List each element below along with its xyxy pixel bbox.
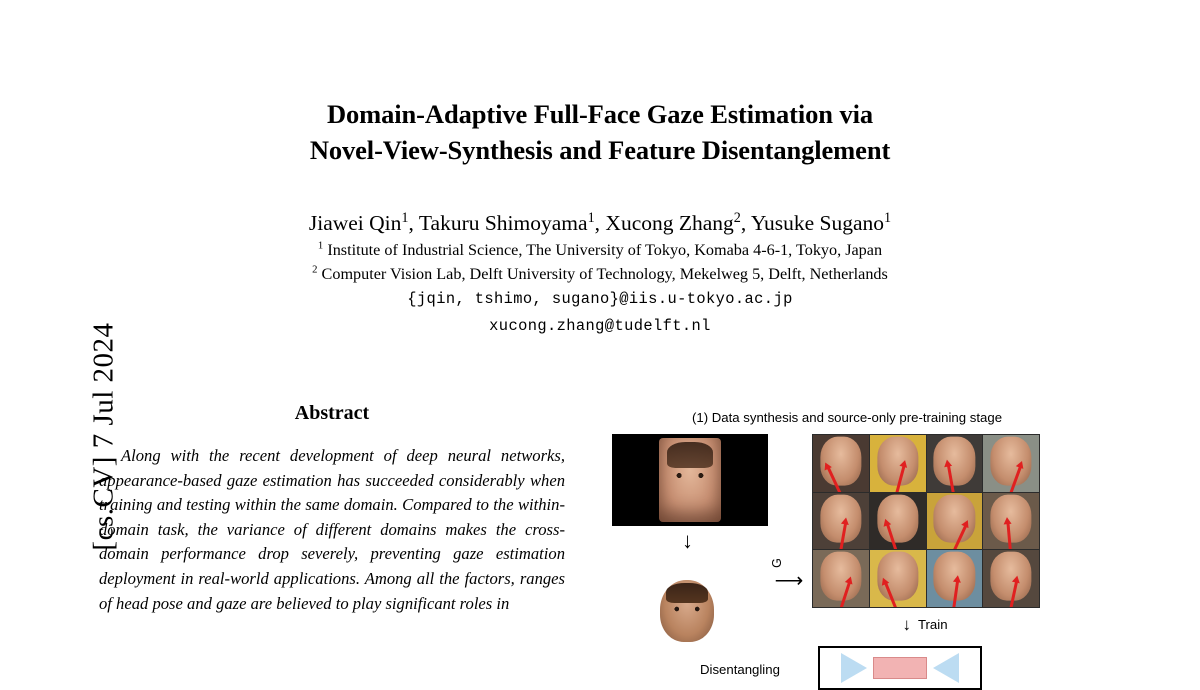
encoder-triangle-icon — [841, 653, 867, 683]
train-arrow-icon: ↓ — [902, 614, 911, 634]
author-4-name: Yusuke Sugano — [750, 211, 885, 235]
authors-block — [0, 208, 1200, 340]
pipeline-figure — [612, 410, 1082, 690]
synthesized-face-cell — [927, 550, 983, 607]
abstract-body: Along with the recent development of deep neural networks, appearance-based gaze estimation has succeeded considerably when training and testing within the same domain. Compared to the within-domain task, the variance of different domains makes the cross-domain performance drop severely, preventing gaze estimation deployment in real-world applications. Among all the factors, ranges of head pose and gaze are believed to play significant roles in — [99, 446, 565, 613]
synthesized-face-cell — [870, 550, 926, 607]
synthesized-face-cell — [870, 435, 926, 492]
arxiv-stamp: [cs.CV] 7 Jul 2024 — [87, 322, 120, 551]
synthesized-face — [934, 494, 975, 543]
synthesized-face-cell — [870, 493, 926, 550]
train-arrow-group — [812, 610, 1038, 638]
synthesized-face-cell — [927, 493, 983, 550]
synthesized-face-cell — [983, 493, 1039, 550]
generator-arrow — [760, 558, 816, 592]
synthesized-face-cell — [983, 550, 1039, 607]
network-diagram-box — [818, 646, 982, 690]
decoder-triangle-icon — [933, 653, 959, 683]
synthesized-faces-grid — [812, 434, 1040, 608]
author-4-sup: 1 — [884, 209, 892, 226]
source-face-image — [612, 434, 768, 526]
source-face-crop — [659, 438, 721, 522]
affiliation-2 — [0, 262, 1200, 286]
synthesized-face — [991, 552, 1032, 601]
affiliation-2-text: Computer Vision Lab, Delft University of Technology, Mekelweg 5, Delft, Netherlands — [321, 265, 888, 283]
affiliation-1-text: Institute of Industrial Science, The University of Tokyo, Komaba 4-6-1, Tokyo, Japan — [327, 241, 883, 259]
author-3-sup: 2 — [733, 209, 741, 226]
abstract-heading: Abstract — [294, 402, 370, 424]
email-line-1[interactable]: {jqin, tshimo, sugano}@iis.u-tokyo.ac.jp — [407, 290, 793, 308]
right-arrow-icon: ⟶ — [774, 570, 802, 592]
email-line-2[interactable]: xucong.zhang@tudelft.nl — [489, 317, 711, 335]
figure-canvas — [612, 434, 1082, 690]
abstract-section — [99, 402, 565, 616]
synthesized-face — [991, 437, 1032, 486]
synthesized-face — [934, 437, 975, 486]
synthesized-face-cell — [813, 435, 869, 492]
train-label: Train — [917, 616, 948, 632]
synthesized-face — [820, 552, 861, 601]
disentangling-label: Disentangling — [700, 662, 780, 677]
author-1-sup: 1 — [401, 209, 409, 226]
affiliation-1 — [0, 238, 1200, 262]
affiliation-2-sup: 2 — [312, 263, 318, 276]
author-2-name: Takuru Shimoyama — [418, 211, 588, 235]
page-title — [0, 96, 1200, 168]
title-line-2: Novel-View-Synthesis and Feature Disentanglement — [309, 135, 891, 165]
synthesized-face-cell — [927, 435, 983, 492]
synthesized-face-cell — [983, 435, 1039, 492]
author-3-name: Xucong Zhang — [605, 211, 734, 235]
synthesized-face-cell — [813, 493, 869, 550]
figure-stage-caption: (1) Data synthesis and source-only pre-training stage — [691, 410, 1003, 425]
synthesized-face — [877, 437, 918, 486]
author-2-sup: 1 — [587, 209, 595, 226]
feature-block — [873, 657, 927, 679]
generator-label: G — [769, 558, 784, 568]
authors-line: Jiawei Qin$^1$, Takuru Shimoyama$^1$, Xucong Zhang$^2$, Yusuke Sugano$^1$ — [308, 209, 892, 235]
author-1-name: Jiawei Qin — [308, 211, 402, 235]
affiliation-1-sup: 1 — [317, 239, 324, 252]
reconstructed-head-3d — [660, 580, 714, 642]
down-arrow-icon: ↓ — [682, 528, 693, 553]
synthesized-face-cell — [813, 550, 869, 607]
title-line-1: Domain-Adaptive Full-Face Gaze Estimation via — [326, 99, 874, 129]
